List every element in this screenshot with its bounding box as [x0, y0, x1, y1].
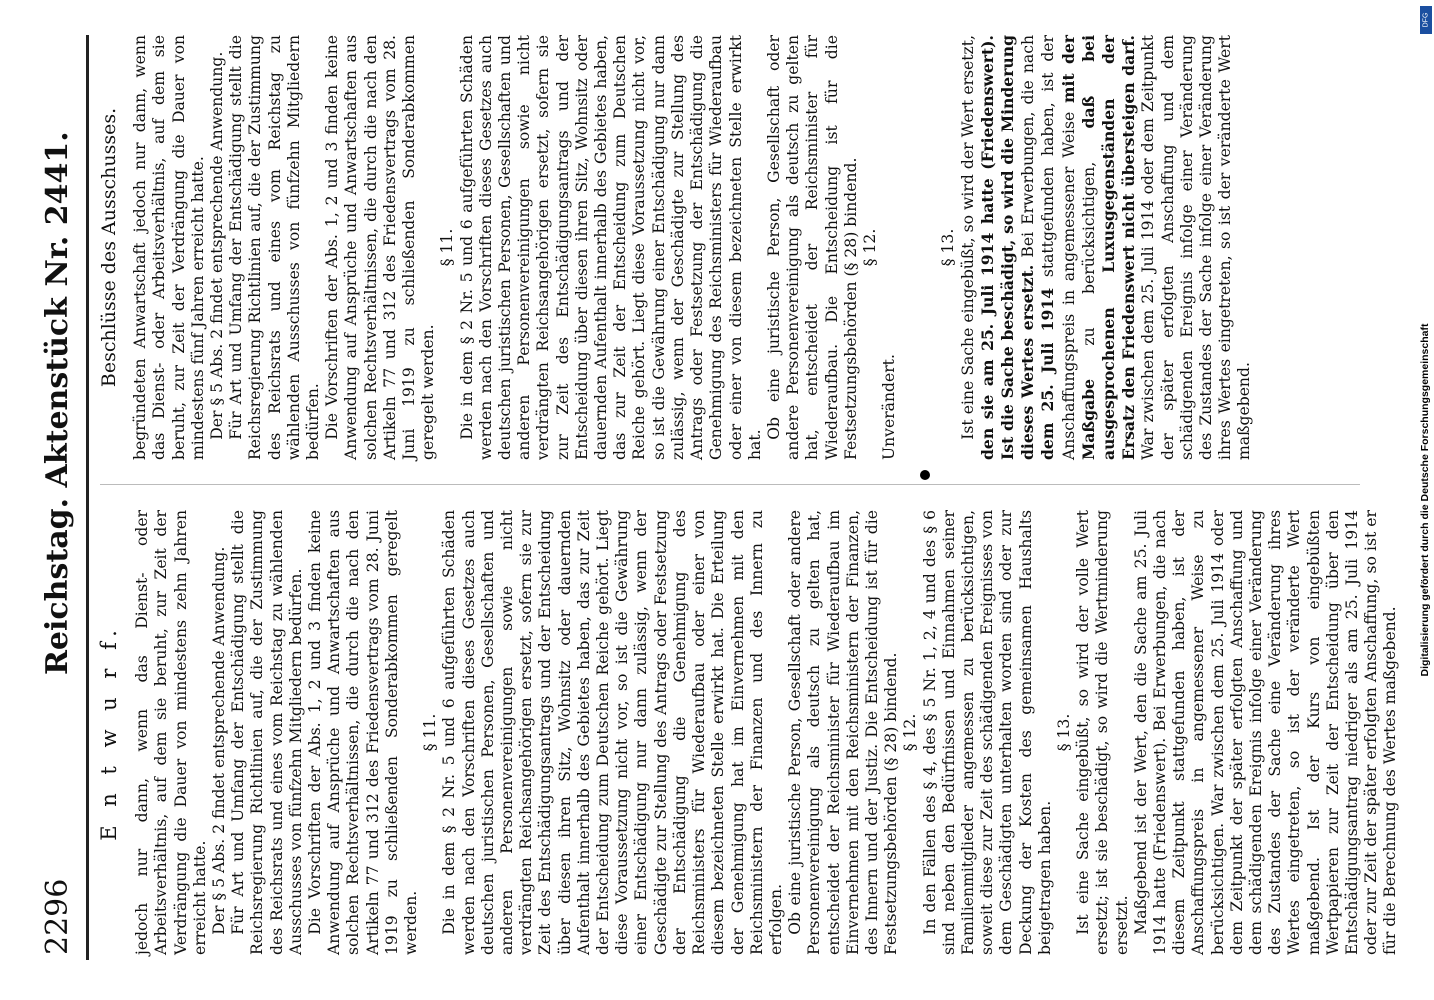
paragraph: Die in dem § 2 Nr. 5 und 6 aufgeführten Schäden werden nach den Vorschriften dieses Gesetzes auch deutschen juristischen Personen, Gesellschaften und anderen Personenvereinigungen sowie nicht verdrängten Reichsangehörigen ersetzt, sofern sie zur Zeit des Entschädigungsantrags und der Entscheidung über diesen ihren Sitz, Wohnsitz oder dauernden Aufenthalt innerhalb des Gebietes haben, das zur Zeit der Entscheidung zum Deutschen Reiche gehört. Liegt diese Voraussetzung nicht vor, so ist die Gewährung einer Entschädigung nur dann zulässig, wenn der Geschädigte zur Stellung des Antrags oder Festsetzung der Entschädigung die Genehmigung des Reichsministers für Wiederaufbau oder einer von diesem bezeichneten Stelle erwirkt hat.: [457, 35, 764, 460]
dfg-logo-text: DFG: [1422, 12, 1430, 28]
header-rule: [86, 35, 89, 960]
right-column-heading: Beschlüsse des Ausschusses.: [98, 107, 120, 388]
paragraph-amended: [959, 35, 1255, 460]
paragraph: begründeten Anwartschaft jedoch nur dann, wenn das Dienst- oder Arbeitsverhältnis, auf dem sie beruht, zur Zeit der Verdrängung die Dauer von mindestens fünf Jahren erreicht hatte.: [131, 35, 207, 460]
paragraph: Die Vorschriften der Abs. 1, 2 und 3 finden keine Anwendung auf Ansprüche und Anwartschaften aus solchen Rechtsverhältnissen, die durch die nach den Artikeln 77 und 312 des Friedensvertrags vom 28. Juni 1919 zu schließenden Sonderabkommen geregelt werden.: [306, 510, 421, 955]
credit-text: Digitalisierung gefördert durch die Deutsche Forschungsgemeinschaft: [1419, 323, 1431, 677]
section-heading: § 12.: [860, 228, 879, 267]
section-heading: § 12.: [901, 713, 920, 752]
text-run: War zwischen dem 25. Juli 1914 oder dem Zeitpunkt der später erfolgten Anschaffung und dem schädigenden Ereignis infolge einer Veränderung des Zustandes der Sache infolge einer Veränderung ihres Wertes eingetreten, so ist der veränderte Wert maßgebend.: [1139, 35, 1254, 460]
text-run: Ist eine Sache eingebüßt, so wird der Wert ersetzt,: [958, 35, 977, 440]
section-heading: § 11.: [421, 713, 440, 752]
text-run: stattgefunden haben, ist der Anschaffungspreis in angemessener Weise: [1039, 35, 1078, 460]
section-heading: § 11.: [438, 228, 457, 267]
bold-amendment: mit der Maßgabe: [1058, 35, 1098, 460]
section-heading: § 13.: [939, 228, 958, 267]
page-header: [40, 45, 80, 955]
paragraph: Der § 5 Abs. 2 findet entsprechende Anwendung.: [210, 546, 229, 935]
paragraph: Ist eine Sache eingebüßt, so wird der volle Wert ersetzt; ist sie beschädigt, so wird die Wertminderung ersetzt.: [1074, 510, 1131, 955]
bold-amendment: dem 25. Juli 1914: [1038, 287, 1058, 460]
text-run: zu berücksichtigen,: [1079, 128, 1098, 379]
paragraph: Maßgebend ist der Wert, den die Sache am 25. Juli 1914 hatte (Friedenswert). Bei Erwerbungen, die nach diesem Zeitpunkt stattgefunden haben, ist der Anschaffungspreis in angemessener Weise zu berücksichtigen. War zwischen dem 25. Juli 1914 oder dem Zeitpunkt der später erfolgten Anschaffung und dem schädigenden Ereignis infolge einer Veränderung des Zustandes der Sache eine Veränderung ihres Wertes eingetreten, so ist der veränderte Wert maßgebend. Ist der Kurs von eingebüßten Wertpapieren zur Zeit der Entscheidung über den Entschädigungsantrag niedriger als am 25. Juli 1914 oder zur Zeit der später erfolgten Anschaffung, so ist er für die Berechnung des Wertes maßgebend.: [1131, 510, 1400, 955]
page-number: 2296: [40, 878, 75, 955]
paragraph: Der § 5 Abs. 2 findet entsprechende Anwendung.: [208, 51, 227, 440]
running-head: Reichstag. Aktenstück Nr. 2441.: [40, 131, 75, 675]
paragraph: Ob eine juristische Person, Gesellschaft oder andere Personenvereinigung als deutsch zu gelten hat, entscheidet der Reichsminister für Wiederaufbau. Die Entscheidung ist für die Festsetzungsbehörden (§ 28) bindend.: [764, 35, 860, 460]
paragraph: jedoch nur dann, wenn das Dienst- oder Arbeitsverhältnis, auf dem sie beruht, zur Zeit der Verdrängung die Dauer von mindestens zehn Jahren erreicht hatte.: [133, 510, 209, 955]
paragraph: In den Fällen des § 4, des § 5 Nr. 1, 2, 4 und des § 6 sind neben den Bedürfnissen und Einnahmen seiner Familienmitglieder angemessen zu berücksichtigen, soweit diese zur Zeit des schädigenden Ereignisses von dem Geschädigten unterhalten worden sind oder zur Deckung der Kosten des gemeinsamen Haushalts beigetragen haben.: [920, 510, 1054, 955]
section-heading: § 13.: [1054, 713, 1073, 752]
scan-dot-mark: [920, 470, 930, 480]
text-run: Bei Erwerbungen, die nach: [1019, 35, 1038, 265]
left-column-draft: [97, 510, 1401, 955]
bold-amendment: den sie am 25. Juli 1914 hatte (Friedenswert). Ist die Sache beschädigt, so wird die Minderung dieses Wertes ersetzt.: [977, 35, 1038, 460]
paragraph: Die in dem § 2 Nr. 5 und 6 aufgeführten Schäden werden nach den Vorschriften dieses Gesetzes auch deutschen juristischen Personen, Gesellschaften und anderen Personenvereinigungen sowie nicht verdrängten Reichsangehörigen ersetzt, sofern sie zur Zeit des Entschädigungsantrags und der Entscheidung über diesen ihren Sitz, Wohnsitz oder dauernden Aufenthalt innerhalb des Gebietes haben, das zur Zeit der Entscheidung zum Deutschen Reiche gehört. Liegt diese Voraussetzung nicht vor, so ist die Gewährung einer Entschädigung nur dann zulässig, wenn der Geschädigte zur Stellung des Antrags oder Festsetzung der Entschädigung die Genehmigung des Reichsministers für Wiederaufbau oder einer von diesem bezeichneten Stelle erwirkt hat. Die Erteilung der Genehmigung hat im Einvernehmen mit den Reichsministern der Finanzen und des Innern zu erfolgen.: [440, 510, 785, 955]
paragraph: Für Art und Umfang der Entschädigung stellt die Reichsregierung Richtlinien auf, die der Zustimmung des Reichsrats und eines vom Reichstag zu wählenden Ausschusses von fünfzehn Mitgliedern bedürfen.: [229, 510, 305, 955]
left-column-heading: E n t w u r f.: [97, 624, 121, 841]
column-divider: [100, 484, 1360, 485]
bold-amendment: daß bei ausgesprochenen Luxusgegenständen der Ersatz den Friedenswert nicht übersteigen darf.: [1078, 35, 1139, 460]
paragraph-unchanged: Unverändert.: [880, 354, 899, 460]
right-column-committee: [100, 35, 1255, 460]
digitization-credit: [1418, 10, 1432, 990]
paragraph: Die Vorschriften der Abs. 1, 2 und 3 finden keine Anwendung auf Ansprüche und Anwartschaften aus solchen Rechtsverhältnissen, die durch die nach den Artikeln 77 und 312 des Friedensvertrags vom 28. Juni 1919 zu schließenden Sonderabkommen geregelt werden.: [323, 35, 438, 460]
paragraph: Für Art und Umfang der Entschädigung stellt die Reichsregierung Richtlinien auf, die der Zustimmung des Reichsrats und eines vom Reichstag zu wählenden Ausschusses von fünfzehn Mitgliedern bedürfen.: [227, 35, 323, 460]
paragraph: Ob eine juristische Person, Gesellschaft oder andere Personenvereinigung als deutsch zu gelten hat, entscheidet der Reichsminister für Wiederaufbau im Einvernehmen mit den Reichsministern der Finanzen, des Innern und der Justiz. Die Entscheidung ist für die Festsetzungsbehörden (§ 28) bindend.: [786, 510, 901, 955]
